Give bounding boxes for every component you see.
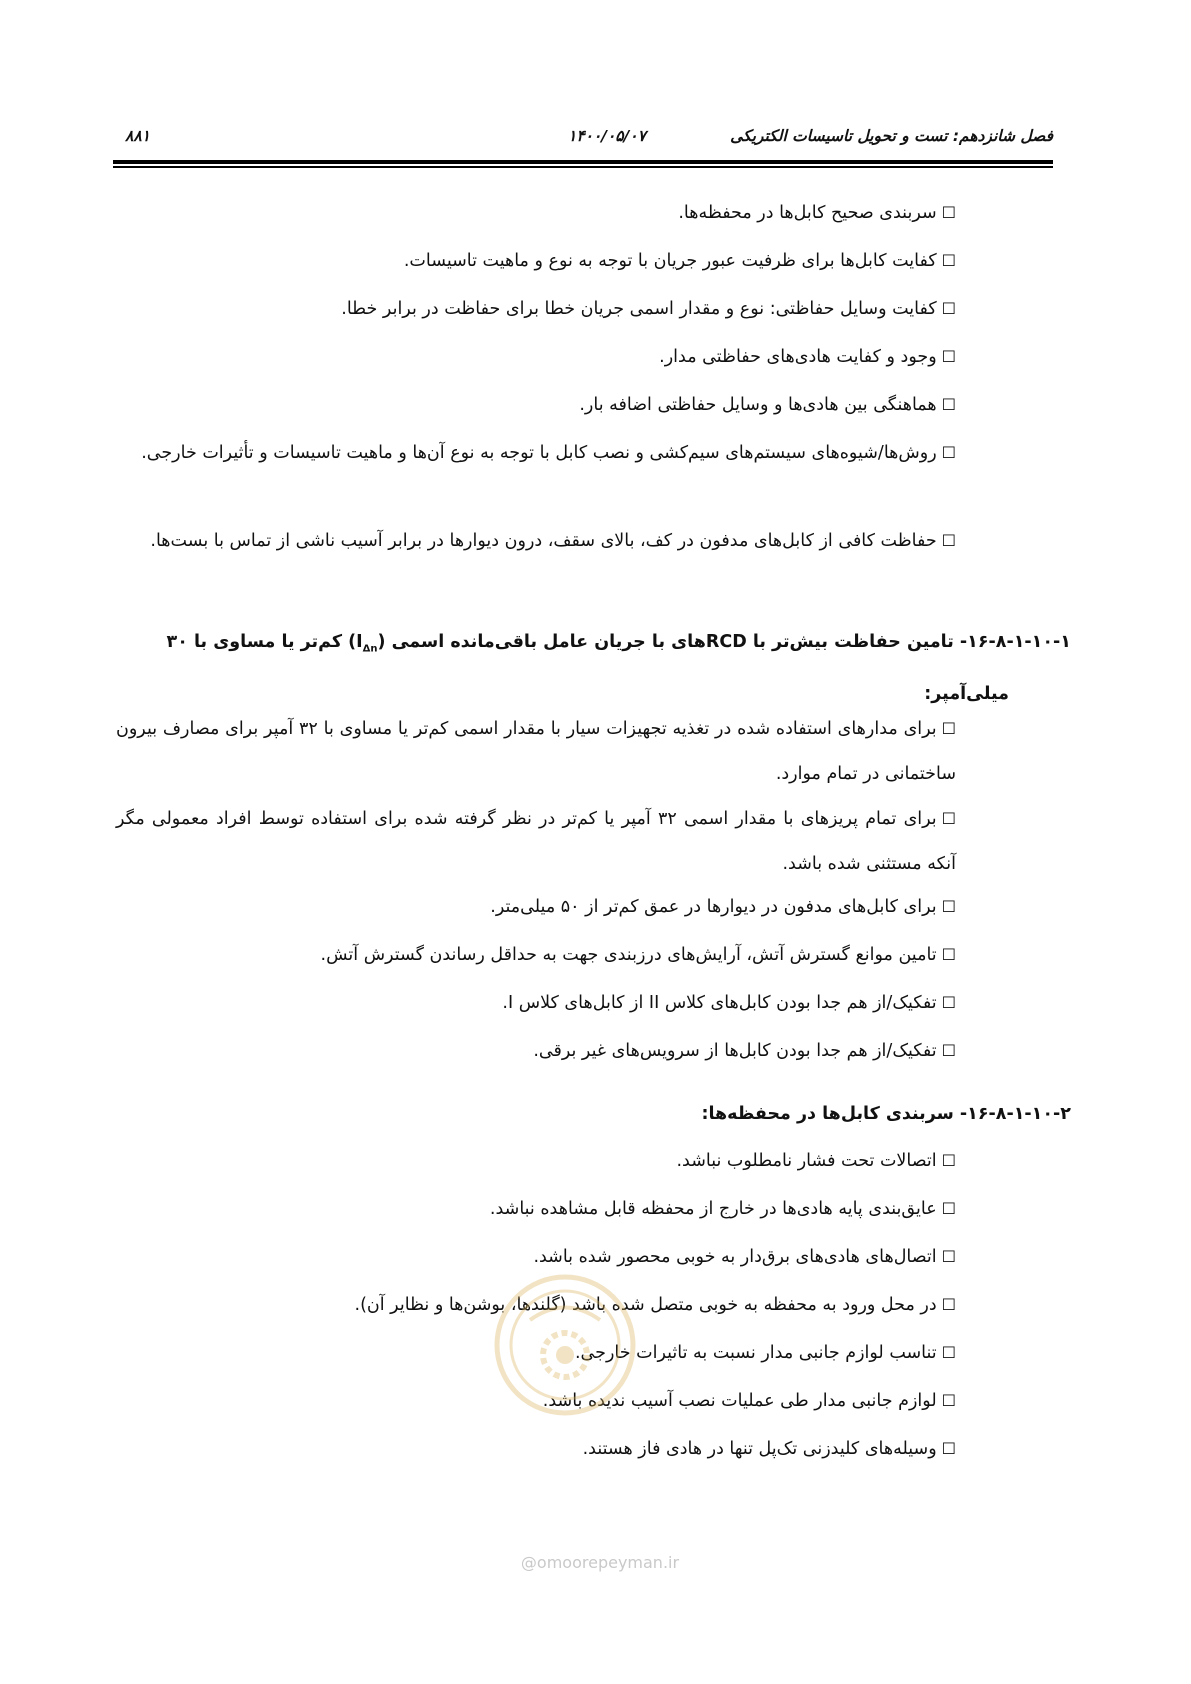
list-item: ☐تفکیک/از هم جدا بودن کابل‌ها از سرویس‌های غیر برقی.	[533, 1041, 956, 1061]
page-header	[113, 118, 1053, 150]
watermark-url: @omoorepeyman.ir	[520, 1553, 680, 1572]
checkbox-icon: ☐	[941, 443, 956, 462]
checkbox-icon: ☐	[941, 299, 956, 318]
list-item: ☐لوازم جانبی مدار طی عملیات نصب آسیب ندیده باشد.	[542, 1391, 956, 1411]
list-item: ☐برای کابل‌های مدفون در دیوارها در عمق کم‌تر از ۵۰ میلی‌متر.	[490, 897, 956, 917]
list-item: ☐هماهنگی بین هادی‌ها و وسایل حفاظتی اضافه بار.	[579, 395, 956, 415]
list-item: ☐تناسب لوازم جانبی مدار نسبت به تاثیرات خارجی.	[574, 1343, 956, 1363]
checkbox-icon: ☐	[941, 1247, 956, 1266]
list-item: ☐اتصالات تحت فشار نامطلوب نباشد.	[676, 1151, 956, 1171]
list-item: ☐کفایت کابل‌ها برای ظرفیت عبور جریان با توجه به نوع و ماهیت تاسیسات.	[403, 251, 956, 271]
page-number: ۸۸۱	[125, 127, 150, 145]
checkbox-icon: ☐	[941, 1199, 956, 1218]
checkbox-icon: ☐	[941, 1041, 956, 1060]
header-date: ۱۴۰۰/۰۵/۰۷	[568, 127, 646, 145]
checkbox-icon: ☐	[941, 993, 956, 1012]
checkbox-icon: ☐	[941, 347, 956, 366]
chapter-title: فصل شانزدهم: تست و تحویل تاسیسات الکتریکی	[730, 127, 1053, 145]
checkbox-icon: ☐	[941, 531, 956, 550]
checkbox-icon: ☐	[941, 1439, 956, 1458]
checkbox-icon: ☐	[941, 251, 956, 270]
checkbox-icon: ☐	[941, 945, 956, 964]
list-item: ☐اتصال‌های هادی‌های برق‌دار به خوبی محصور شده باشد.	[533, 1247, 956, 1267]
checkbox-icon: ☐	[941, 897, 956, 916]
list-item: ☐وسیله‌های کلیدزنی تک‌پل تنها در هادی فاز هستند.	[582, 1439, 956, 1459]
checkbox-icon: ☐	[941, 1295, 956, 1314]
checkbox-icon: ☐	[941, 1343, 956, 1362]
list-item: ☐برای تمام پریزهای با مقدار اسمی ۳۲ آمپر یا کم‌تر در نظر گرفته شده برای استفاده توسط افراد معمولی مگر آنکه مستثنی شده باشد.	[116, 809, 956, 874]
list-item: ☐حفاظت کافی از کابل‌های مدفون در کف، بالای سقف، درون دیوارها در برابر آسیب ناشی از تماس با بست‌ها.	[150, 531, 956, 551]
list-item: ☐در محل ورود به محفظه به خوبی متصل شده باشد (گلندها، بوشن‌ها و نظایر آن).	[354, 1295, 956, 1315]
list-item: ☐وجود و کفایت هادی‌های حفاظتی مدار.	[659, 347, 956, 367]
header-rule-thick	[113, 160, 1053, 164]
checkbox-icon: ☐	[941, 719, 957, 738]
delta-n-subscript: Δn	[362, 643, 378, 655]
header-rule-thin	[113, 166, 1053, 168]
list-item: ☐عایق‌بندی پایه هادی‌ها در خارج از محفظه قابل مشاهده نباشد.	[489, 1199, 956, 1219]
list-item: ☐کفایت وسایل حفاظتی: نوع و مقدار اسمی جریان خطا برای حفاظت در برابر خطا.	[341, 299, 956, 319]
checkbox-icon: ☐	[941, 203, 956, 222]
list-item: ☐تامین موانع گسترش آتش، آرایش‌های درزبندی جهت به حداقل رساندن گسترش آتش.	[320, 945, 956, 965]
checkbox-icon: ☐	[941, 809, 956, 828]
section-heading-termination: ۱۶-۸-۱-۱۰-۲- سربندی کابل‌ها در محفظه‌ها:	[701, 1104, 1071, 1124]
list-item: ☐تفکیک/از هم جدا بودن کابل‌های کلاس II از کابل‌های کلاس I.	[502, 993, 956, 1013]
section-heading-rcd: ۱۶-۸-۱-۱۰-۱- تامین حفاظت بیش‌تر با RCDهای با جریان عامل باقی‌مانده اسمی $(I_{\Delta n})$ کم‌تر یا مساوی با ۳۰ میلی‌آمپر:	[166, 632, 1071, 704]
checkbox-icon: ☐	[941, 1391, 956, 1410]
watermark-seal-icon	[490, 1270, 640, 1420]
list-item: ☐برای مدارهای استفاده شده در تغذیه تجهیزات سیار با مقدار اسمی کم‌تر یا مساوی با ۳۲ آمپر برای مصارف بیرون ساختمانی در تمام موارد.	[116, 719, 957, 784]
checkbox-icon: ☐	[941, 1151, 956, 1170]
list-item: ☐روش‌ها/شیوه‌های سیستم‌های سیم‌کشی و نصب کابل با توجه به نوع آن‌ها و ماهیت تاسیسات و تأثیرات خارجی.	[141, 443, 956, 463]
checkbox-icon: ☐	[941, 395, 956, 414]
list-item: ☐سربندی صحیح کابل‌ها در محفظه‌ها.	[678, 203, 956, 223]
